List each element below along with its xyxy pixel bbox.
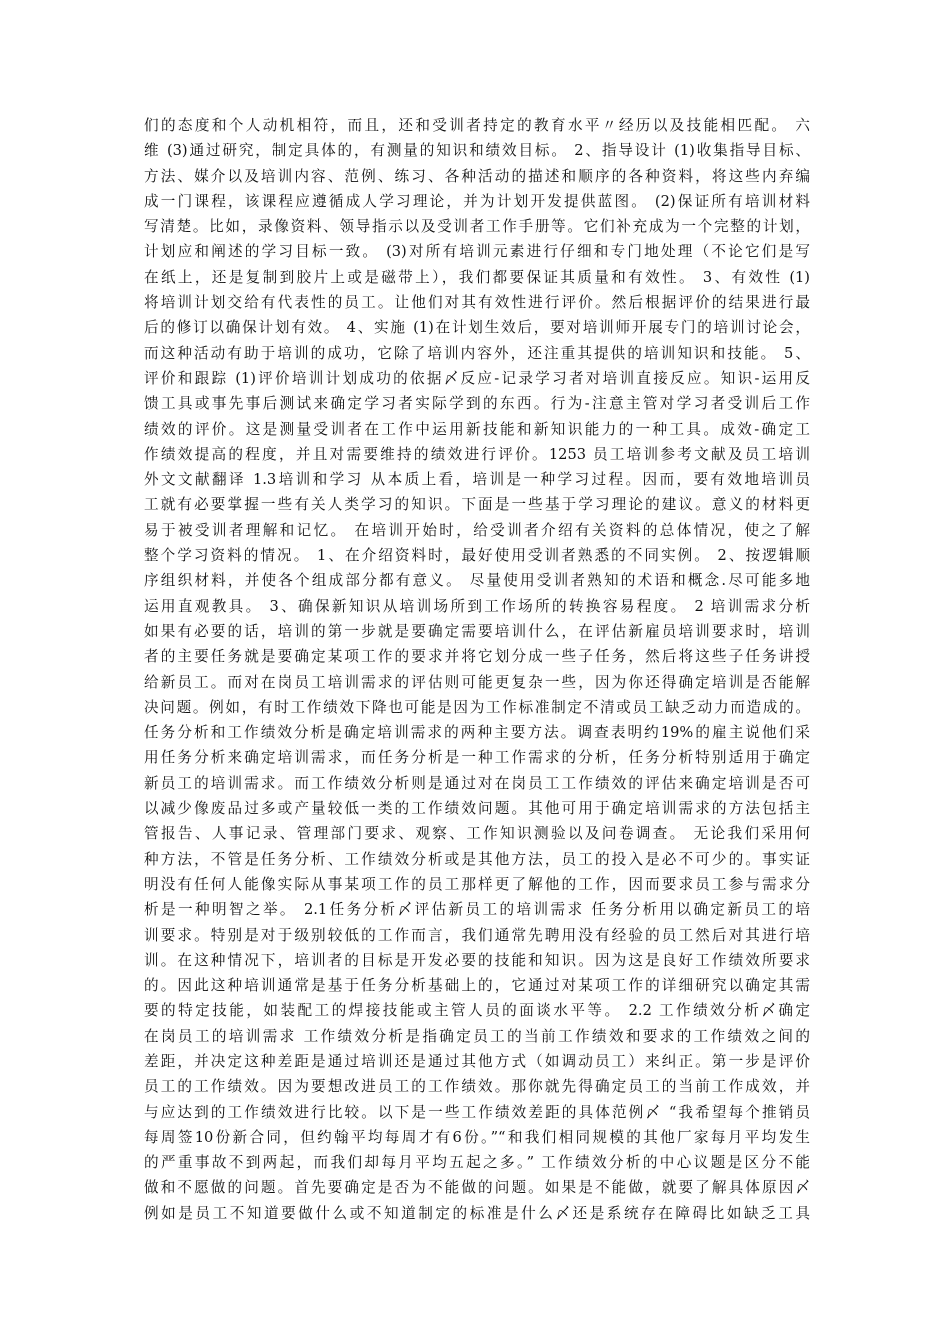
text-line: 方法、媒介以及培训内容、范例、练习、各种活动的描述和顺序的各种资料，将这些内弃编 — [144, 167, 810, 185]
text-line: 任务分析和工作绩效分析是确定培训需求的两种主要方法。调查表明约19%的雇主说他们采 — [144, 724, 810, 742]
text-line: 作绩效提高的程度，并且对需要维持的绩效进行评价。1253 员工培训参考文献及员工培训 — [144, 445, 810, 463]
text-line: 明没有任何人能像实际从事某项工作的员工那样更了解他的工作，因而要求员工参与需求分 — [144, 875, 810, 893]
text-line: 计划应和阐述的学习目标一致。 (3)对所有培训元素进行仔细和专门地处理（不论它们是写 — [144, 243, 810, 261]
text-line: 用任务分析来确定培训需求，而任务分析是一种工作需求的分析，任务分析特别适用于确定 — [144, 749, 810, 767]
text-line: 们的态度和个人动机相符，而且，还和受训者持定的教育水平〃经历以及技能相匹配。 六 — [144, 117, 810, 134]
text-line: 析是一种明智之举。 2.1任务分析〆评估新员工的培训需求 任务分析用以确定新员工的培 — [144, 901, 810, 919]
text-line: 者的主要任务就是要确定某项工作的要求并将它划分成一些子任务，然后将这些子任务讲授 — [144, 648, 810, 666]
body-text — [144, 113, 810, 1226]
text-line: 的。因此这种培训通常是基于任务分析基础上的，它通过对某项工作的详细研究以确定其需 — [144, 977, 810, 995]
text-line: 要的特定技能，如装配工的焊接技能或主管人员的面谈水平等。 2.2 工作绩效分析〆确定 — [144, 1002, 810, 1020]
text-line: 管报告、人事记录、管理部门要求、观察、工作知识测验以及问卷调查。 无论我们采用何 — [144, 825, 810, 843]
text-line: 给新员工。而对在岗员工培训需求的评估则可能更复杂一些，因为你还得确定培训是否能解 — [144, 673, 810, 691]
text-line: 后的修订以确保计划有效。 4、实施 (1)在计划生效后，要对培训师开展专门的培训讨论会， — [144, 319, 810, 337]
text-line: 馈工具或事先事后测试来确定学习者实际学到的东西。行为-注意主管对学习者受训后工作 — [144, 395, 810, 413]
text-line: 种方法，不管是任务分析、工作绩效分析或是其他方法，员工的投入是必不可少的。事实证 — [144, 850, 810, 868]
text-line: 在纸上，还是复制到胶片上或是磁带上），我们都要保证其质量和有效性。 3、有效性 (1) — [144, 268, 810, 286]
text-line: 训。在这种情况下，培训者的目标是开发必要的技能和知识。因为这是良好工作绩效所要求 — [144, 951, 810, 969]
text-line: 整个学习资料的情况。 1、在介绍资料时，最好使用受训者熟悉的不同实例。 2、按逻辑顺 — [144, 547, 810, 565]
text-line: 差距，并决定这种差距是通过培训还是通过其他方式（如调动员工）来纠正。第一步是评价 — [144, 1052, 810, 1070]
text-line: 绩效的评价。这是测量受训者在工作中运用新技能和新知识能力的一种工具。成效-确定工 — [144, 420, 810, 438]
text-line: 训要求。特别是对于级别较低的工作而言，我们通常先聘用没有经验的员工然后对其进行培 — [144, 926, 810, 944]
text-line: 写清楚。比如，录像资料、领导指示以及受训者工作手册等。它们补充成为一个完整的计划， — [144, 218, 810, 236]
text-line: 员工的工作绩效。因为要想改进员工的工作绩效。那你就先得确定员工的当前工作成效，并 — [144, 1078, 810, 1096]
text-line: 每周签10份新合同，但约翰平均每周才有6份。”“和我们相同规模的其他厂家每月平均发生 — [144, 1128, 810, 1146]
text-line: 例如是员工不知道要做什么或不知道制定的标准是什么〆还是系统存在障碍比如缺乏工具 — [144, 1204, 810, 1222]
text-line: 而这种活动有助于培训的成功，它除了培训内容外，还注重其提供的培训知识和技能。 5、 — [144, 344, 810, 362]
text-line: 工就有必要掌握一些有关人类学习的知识。下面是一些基于学习理论的建议。意义的材料更 — [144, 496, 810, 514]
text-line: 维 (3)通过研究，制定具体的，有测量的知识和绩效目标。 2、指导设计 (1)收集指导目标、 — [144, 142, 810, 160]
text-line: 成一门课程，该课程应遵循成人学习理论，并为计划开发提供蓝图。 (2)保证所有培训材料 — [144, 192, 810, 210]
text-line: 外文文献翻译 1.3培训和学习 从本质上看，培训是一种学习过程。因而，要有效地培训员 — [144, 471, 810, 489]
text-line: 将培训计划交给有代表性的员工。让他们对其有效性进行评价。然后根据评价的结果进行最 — [144, 294, 810, 312]
text-line: 做和不愿做的问题。首先要确定是否为不能做的问题。如果是不能做，就要了解具体原因〆 — [144, 1179, 810, 1197]
text-line: 如果有必要的话，培训的第一步就是要确定需要培训什么，在评估新雇员培训要求时，培训 — [144, 622, 810, 640]
text-line: 新员工的培训需求。而工作绩效分析则是通过对在岗员工工作绩效的评估来确定培训是否可 — [144, 774, 810, 792]
text-line: 易于被受训者理解和记忆。 在培训开始时，给受训者介绍有关资料的总体情况，使之了解 — [144, 521, 810, 539]
text-line: 决问题。例如，有时工作绩效下降也可能是因为工作标准制定不清或员工缺乏动力而造成的。 — [144, 698, 810, 716]
text-line: 评价和跟踪 (1)评价培训计划成功的依据〆反应-记录学习者对培训直接反应。知识-运用反 — [144, 369, 810, 387]
text-line: 的严重事故不到两起，而我们却每月平均五起之多。” 工作绩效分析的中心议题是区分不能 — [144, 1154, 810, 1172]
text-line: 与应达到的工作绩效进行比较。以下是一些工作绩效差距的具体范例〆 “我希望每个推销员 — [144, 1103, 810, 1121]
text-line: 序组织材料，并使各个组成部分都有意义。 尽量使用受训者熟知的术语和概念.尽可能多地 — [144, 572, 810, 590]
text-line: 在岗员工的培训需求 工作绩效分析是指确定员工的当前工作绩效和要求的工作绩效之间的 — [144, 1027, 810, 1045]
text-line: 运用直观教具。 3、确保新知识从培训场所到工作场所的转换容易程度。 2 培训需求分析 — [144, 597, 810, 615]
text-line: 以减少像废品过多或产量较低一类的工作绩效问题。其他可用于确定培训需求的方法包括主 — [144, 800, 810, 818]
